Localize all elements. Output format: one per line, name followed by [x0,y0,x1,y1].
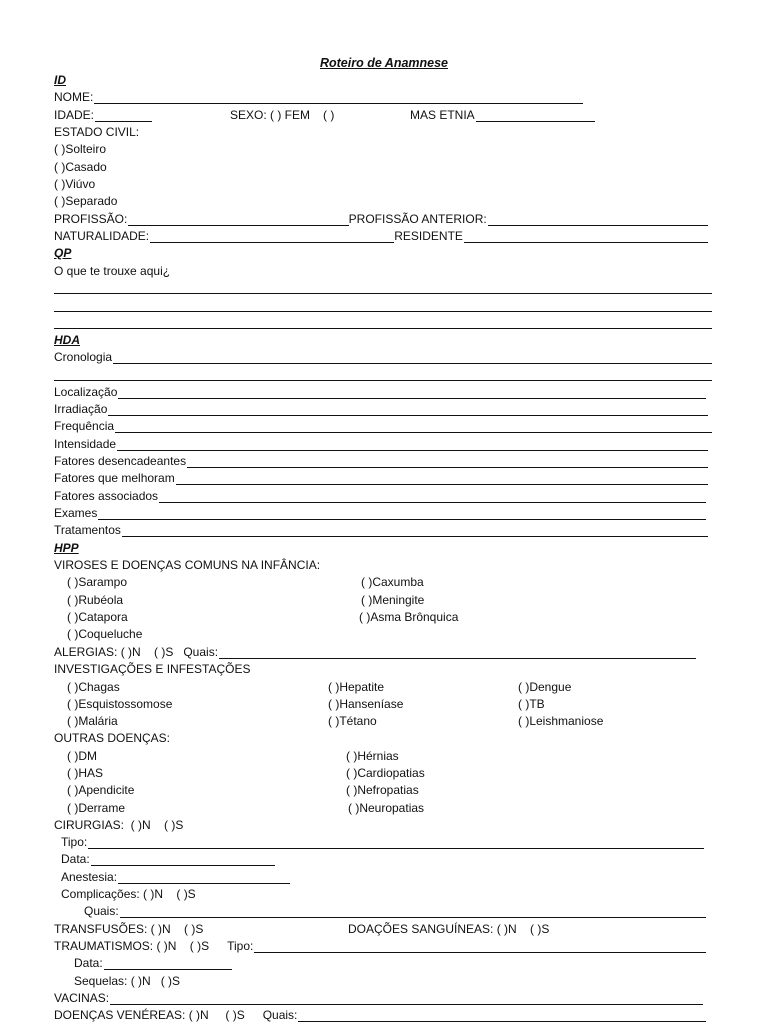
qp-answer-line-3[interactable] [54,328,712,329]
estado-casado-option[interactable]: ( )Casado [54,160,107,174]
hanseniase-option[interactable]: ( )Hanseníase [328,697,404,711]
hepatite-option[interactable]: ( )Hepatite [328,680,385,694]
doacoes-options[interactable]: DOAÇÕES SANGUÍNEAS: ( )N ( )S [348,922,550,936]
derrame-option[interactable]: ( )Derrame [67,801,126,815]
qp-question: O que te trouxe aqui¿ [54,264,171,278]
tetano-option[interactable]: ( )Tétano [328,714,377,728]
fatores-desencadeantes-line[interactable] [187,456,708,468]
profissao-anterior-label: PROFISSÃO ANTERIOR: [348,212,487,226]
profissao-line[interactable] [128,214,348,226]
traumatismos-tipo-label: Tipo: [227,939,254,953]
apendicite-option[interactable]: ( )Apendicite [67,783,135,797]
exames-line[interactable] [98,508,706,520]
alergias-field[interactable] [54,645,696,659]
has-option[interactable]: ( )HAS [67,766,103,780]
profissao-row [54,212,708,226]
form-title: Roteiro de Anamnese [319,56,449,70]
anestesia-line[interactable] [118,872,290,884]
complicacoes-quais-line[interactable] [120,906,706,918]
sexo-mas-checkbox[interactable]: ( ) [323,108,335,122]
doencas-venereas-quais-label: Quais: [262,1008,298,1022]
estado-civil-label: ESTADO CIVIL: [54,125,140,139]
naturalidade-label: NATURALIDADE: [54,229,150,243]
esquistossomose-option[interactable]: ( )Esquistossomose [67,697,173,711]
naturalidade-line[interactable] [150,231,394,243]
tratamentos-field[interactable] [54,523,708,537]
localizacao-field[interactable] [54,385,706,399]
trauma-data-label: Data: [74,956,103,970]
doencas-venereas-row [54,1008,706,1022]
localizacao-line[interactable] [118,387,706,399]
doencas-venereas-options[interactable]: DOENÇAS VENÉREAS: ( )N ( )S [54,1008,245,1022]
frequencia-label: Frequência [54,419,115,433]
caxumba-option[interactable]: ( )Caxumba [361,575,424,589]
doencas-venereas-quais-line[interactable] [298,1010,706,1022]
residente-line[interactable] [464,231,708,243]
section-hda-heading: HDA [54,333,80,347]
cirurgias-options[interactable]: CIRURGIAS: ( )N ( )S [54,818,184,832]
exames-label: Exames [54,506,98,520]
frequencia-line[interactable] [115,421,712,433]
mas-etnia-field[interactable] [410,108,595,122]
irradiacao-field[interactable] [54,402,708,416]
exames-field[interactable] [54,506,706,520]
fatores-melhoram-line[interactable] [176,473,708,485]
etnia-line[interactable] [476,110,595,122]
nome-field[interactable] [54,90,583,104]
vacinas-label: VACINAS: [54,991,110,1005]
dm-option[interactable]: ( )DM [67,749,97,763]
estado-viuvo-option[interactable]: ( )Viúvo [54,177,96,191]
idade-field[interactable] [54,108,152,122]
fatores-associados-line[interactable] [159,491,706,503]
mas-etnia-label: MAS ETNIA [410,108,475,122]
anestesia-label: Anestesia: [61,870,118,884]
profissao-label: PROFISSÃO: [54,212,128,226]
hernias-option[interactable]: ( )Hérnias [346,749,399,763]
residente-label: RESIDENTE [394,229,463,243]
localizacao-label: Localização [54,385,118,399]
naturalidade-row [54,229,708,243]
fatores-desencadeantes-field[interactable] [54,454,708,468]
cronologia-extra-line[interactable] [54,380,712,381]
cirurgia-data-line[interactable] [91,854,275,866]
idade-line[interactable] [95,110,152,122]
intensidade-label: Intensidade [54,437,117,451]
investigacoes-title: INVESTIGAÇÕES E INFESTAÇÕES [54,662,251,676]
chagas-option[interactable]: ( )Chagas [67,680,120,694]
sarampo-option[interactable]: ( )Sarampo [67,575,128,589]
cirurgia-data-label: Data: [61,852,90,866]
leishmaniose-option[interactable]: ( )Leishmaniose [518,714,604,728]
traumatismos-tipo-line[interactable] [254,941,706,953]
fatores-associados-field[interactable] [54,489,706,503]
meningite-option[interactable]: ( )Meningite [361,593,425,607]
malaria-option[interactable]: ( )Malária [67,714,118,728]
irradiacao-label: Irradiação [54,402,108,416]
intensidade-field[interactable] [54,437,708,451]
alergias-label: ALERGIAS: ( )N ( )S Quais: [54,645,219,659]
section-id-heading: ID [54,73,66,87]
irradiacao-line[interactable] [108,404,708,416]
section-hpp-heading: HPP [54,541,79,555]
cirurgia-tipo-label: Tipo: [61,835,88,849]
traumatismos-row [54,939,706,953]
complicacoes-options[interactable]: Complicações: ( )N ( )S [61,887,196,901]
trauma-data-line[interactable] [104,958,232,970]
cronologia-field[interactable] [54,350,712,364]
idade-label: IDADE: [54,108,95,122]
alergias-line[interactable] [219,647,696,659]
estado-solteiro-option[interactable]: ( )Solteiro [54,142,107,156]
coqueluche-option[interactable]: ( )Coqueluche [67,627,143,641]
rubeola-option[interactable]: ( )Rubéola [67,593,124,607]
section-qp-heading: QP [54,246,72,260]
qp-answer-line-1[interactable] [54,293,712,294]
frequencia-field[interactable] [54,419,712,433]
fatores-desencadeantes-label: Fatores desencadeantes [54,454,187,468]
asma-bronquica-option[interactable]: ( )Asma Brônquica [359,610,459,624]
qp-answer-line-2[interactable] [54,311,712,312]
nome-label: NOME: [54,90,94,104]
vacinas-field[interactable] [54,991,703,1005]
cirurgia-tipo-line[interactable] [88,837,704,849]
cronologia-line[interactable] [113,352,712,364]
sexo-fem-option[interactable]: SEXO: ( ) FEM [230,108,311,122]
vacinas-line[interactable] [110,993,703,1005]
nefropatias-option[interactable]: ( )Nefropatias [346,783,419,797]
cirurgia-data-field[interactable] [61,852,275,866]
dengue-option[interactable]: ( )Dengue [518,680,572,694]
intensidade-line[interactable] [117,439,708,451]
fatores-melhoram-label: Fatores que melhoram [54,471,175,485]
complicacoes-quais-field[interactable] [84,904,706,918]
trauma-data-field[interactable] [74,956,232,970]
viroses-title: VIROSES E DOENÇAS COMUNS NA INFÂNCIA: [54,558,321,572]
estado-separado-option[interactable]: ( )Separado [54,194,118,208]
cirurgia-tipo-field[interactable] [61,835,704,849]
sequelas-options[interactable]: Sequelas: ( )N ( )S [74,974,181,988]
traumatismos-options[interactable]: TRAUMATISMOS: ( )N ( )S [54,939,210,953]
neuropatias-option[interactable]: ( )Neuropatias [348,801,425,815]
anestesia-field[interactable] [61,870,290,884]
fatores-associados-label: Fatores associados [54,489,159,503]
fatores-melhoram-field[interactable] [54,471,708,485]
cardiopatias-option[interactable]: ( )Cardiopatias [346,766,425,780]
catapora-option[interactable]: ( )Catapora [67,610,128,624]
cronologia-label: Cronologia [54,350,113,364]
outras-doencas-title: OUTRAS DOENÇAS: [54,731,171,745]
tratamentos-line[interactable] [122,525,708,537]
profissao-anterior-line[interactable] [488,214,708,226]
tb-option[interactable]: ( )TB [518,697,545,711]
nome-line[interactable] [94,92,583,104]
transfusoes-options[interactable]: TRANSFUSÕES: ( )N ( )S [54,922,204,936]
complicacoes-quais-label: Quais: [84,904,119,918]
tratamentos-label: Tratamentos [54,523,121,537]
